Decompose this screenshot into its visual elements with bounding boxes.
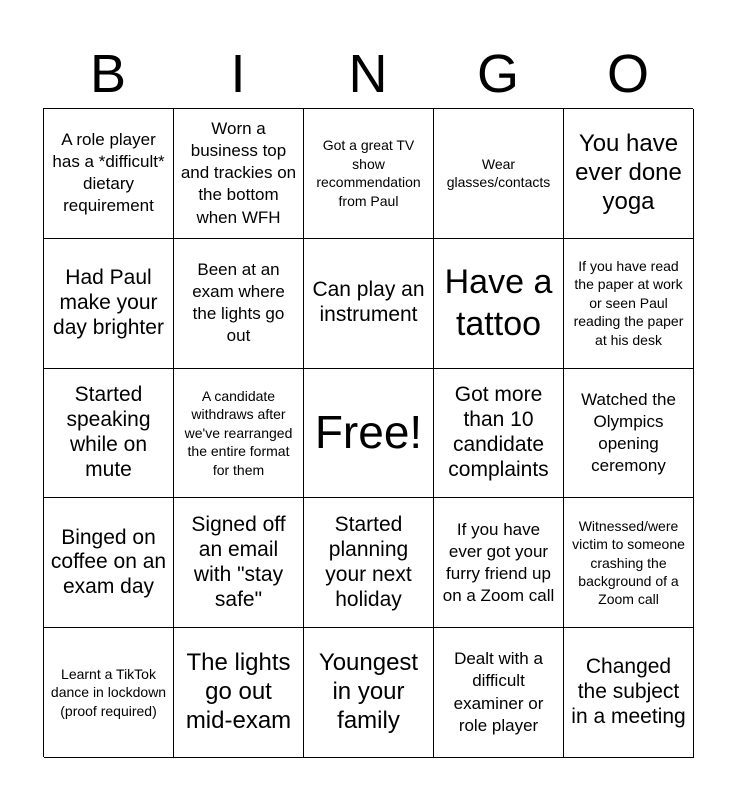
- bingo-cell[interactable]: Changed the subject in a meeting: [564, 628, 694, 758]
- bingo-cell[interactable]: The lights go out mid-exam: [174, 628, 304, 758]
- header-letter-o: O: [606, 44, 649, 104]
- bingo-cell[interactable]: If you have ever got your furry friend up on a Zoom call: [434, 498, 564, 628]
- bingo-cell[interactable]: Got more than 10 candidate complaints: [434, 369, 564, 499]
- bingo-cell[interactable]: Watched the Olympics opening ceremony: [564, 369, 694, 499]
- bingo-cell[interactable]: If you have read the paper at work or seen Paul reading the paper at his desk: [564, 239, 694, 369]
- bingo-cell[interactable]: Have a tattoo: [434, 239, 564, 369]
- bingo-cell[interactable]: Can play an instrument: [304, 239, 434, 369]
- bingo-cell[interactable]: Dealt with a difficult examiner or role player: [434, 628, 564, 758]
- bingo-cell[interactable]: Had Paul make your day brighter: [44, 239, 174, 369]
- bingo-header: [43, 42, 693, 106]
- bingo-cell[interactable]: A candidate withdraws after we've rearranged the entire format for them: [174, 369, 304, 499]
- bingo-cell[interactable]: Worn a business top and trackies on the bottom when WFH: [174, 109, 304, 239]
- bingo-cell[interactable]: Got a great TV show recommendation from Paul: [304, 109, 434, 239]
- bingo-cell[interactable]: Learnt a TikTok dance in lockdown (proof required): [44, 628, 174, 758]
- bingo-board: [43, 108, 693, 757]
- bingo-cell[interactable]: Binged on coffee on an exam day: [44, 498, 174, 628]
- header-letter-i: I: [230, 44, 246, 104]
- bingo-cell[interactable]: A role player has a *difficult* dietary requirement: [44, 109, 174, 239]
- free-space[interactable]: Free!: [304, 369, 434, 499]
- bingo-cell[interactable]: Witnessed/were victim to someone crashing the background of a Zoom call: [564, 498, 694, 628]
- bingo-cell[interactable]: Been at an exam where the lights go out: [174, 239, 304, 369]
- bingo-cell[interactable]: Signed off an email with "stay safe": [174, 498, 304, 628]
- bingo-cell[interactable]: Youngest in your family: [304, 628, 434, 758]
- bingo-cell[interactable]: You have ever done yoga: [564, 109, 694, 239]
- bingo-cell[interactable]: Started planning your next holiday: [304, 498, 434, 628]
- header-letter-n: N: [348, 44, 388, 104]
- header-letter-b: B: [89, 44, 127, 104]
- header-letter-g: G: [476, 44, 519, 104]
- bingo-cell[interactable]: Started speaking while on mute: [44, 369, 174, 499]
- bingo-cell[interactable]: Wear glasses/contacts: [434, 109, 564, 239]
